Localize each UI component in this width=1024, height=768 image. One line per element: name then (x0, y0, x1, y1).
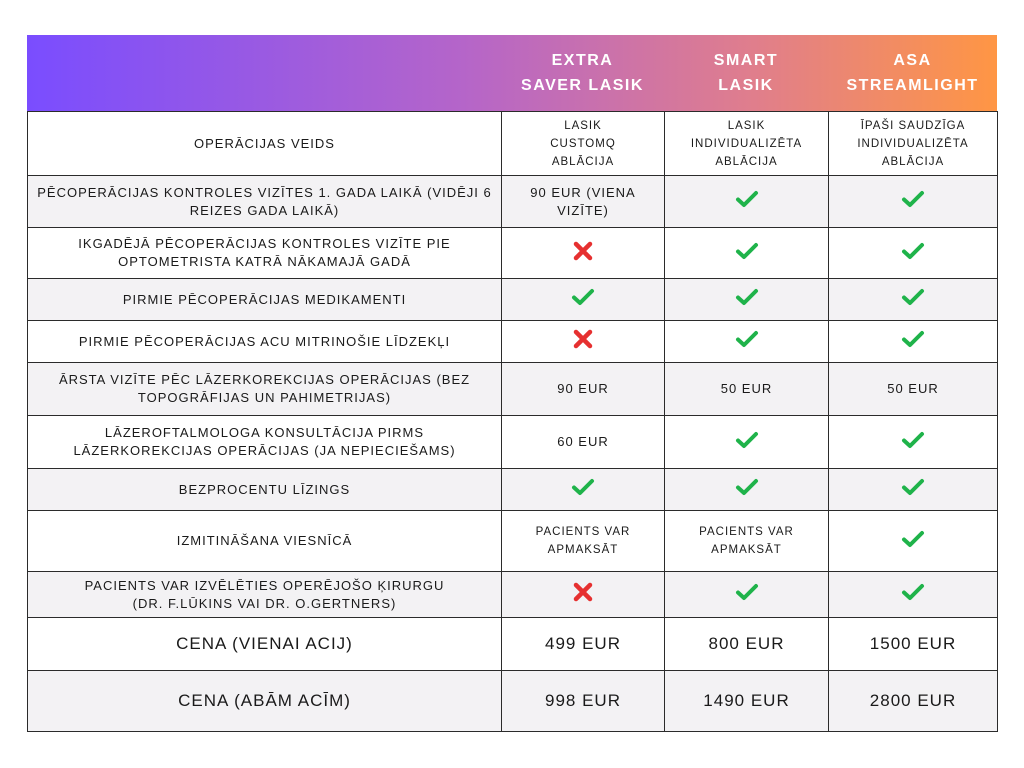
included-cell (665, 469, 829, 511)
plan-header (27, 35, 997, 111)
not-included-cell (502, 228, 665, 279)
plan-value: PACIENTS VAR APMAKSĀT (665, 511, 829, 572)
check-icon (901, 582, 925, 602)
price-label: CENA (VIENAI ACIJ) (28, 618, 502, 671)
table-row (28, 176, 998, 228)
price-value: 998 EUR (502, 671, 665, 732)
feature-label: PIRMIE PĒCOPERĀCIJAS ACU MITRINOŠIE LĪDZEKĻI (28, 321, 502, 363)
not-included-cell (502, 572, 665, 618)
check-icon (901, 189, 925, 209)
included-cell (665, 572, 829, 618)
table-row (28, 321, 998, 363)
included-cell (829, 416, 998, 469)
check-icon (735, 241, 759, 261)
table-row (28, 363, 998, 416)
price-value: 1500 EUR (829, 618, 998, 671)
feature-label: PĒCOPERĀCIJAS KONTROLES VIZĪTES 1. GADA LAIKĀ (VIDĒJI 6 REIZES GADA LAIKĀ) (28, 176, 502, 228)
check-icon (901, 477, 925, 497)
table-row (28, 279, 998, 321)
table-row (28, 511, 998, 572)
plan-value: ĪPAŠI SAUDZĪGA INDIVIDUALIZĒTA ABLĀCIJA (829, 112, 998, 176)
cross-icon (572, 581, 594, 603)
check-icon (735, 430, 759, 450)
plan-value: LASIK INDIVIDUALIZĒTA ABLĀCIJA (665, 112, 829, 176)
table-row (28, 572, 998, 618)
price-row (28, 671, 998, 732)
price-value: 2800 EUR (829, 671, 998, 732)
plan-value: 90 EUR (VIENA VIZĪTE) (502, 176, 665, 228)
price-row (28, 618, 998, 671)
check-icon (901, 287, 925, 307)
check-icon (571, 287, 595, 307)
check-icon (735, 582, 759, 602)
feature-label: OPERĀCIJAS VEIDS (28, 112, 502, 176)
check-icon (901, 329, 925, 349)
plan-extra-saver-lasik: EXTRA SAVER LASIK (521, 52, 644, 94)
price-value: 1490 EUR (665, 671, 829, 732)
cross-icon (572, 240, 594, 262)
feature-label: IZMITINĀŠANA VIESNĪCĀ (28, 511, 502, 572)
plan-value: PACIENTS VAR APMAKSĀT (502, 511, 665, 572)
not-included-cell (502, 321, 665, 363)
included-cell (829, 321, 998, 363)
feature-label: LĀZEROFTALMOLOGA KONSULTĀCIJA PIRMS LĀZERKOREKCIJAS OPERĀCIJAS (JA NEPIECIEŠAMS) (28, 416, 502, 469)
plan-value: 50 EUR (665, 363, 829, 416)
plan-smart-lasik: SMART LASIK (713, 52, 779, 94)
comparison-table (27, 111, 998, 732)
included-cell (502, 279, 665, 321)
plan-value: 60 EUR (502, 416, 665, 469)
included-cell (829, 511, 998, 572)
check-icon (901, 430, 925, 450)
price-value: 800 EUR (665, 618, 829, 671)
table-row (28, 228, 998, 279)
header-blank (27, 35, 501, 111)
table-row (28, 469, 998, 511)
included-cell (665, 279, 829, 321)
check-icon (735, 189, 759, 209)
feature-label: IKGADĒJĀ PĒCOPERĀCIJAS KONTROLES VIZĪTE PIE OPTOMETRISTA KATRĀ NĀKAMAJĀ GADĀ (28, 228, 502, 279)
included-cell (665, 176, 829, 228)
table-row (28, 416, 998, 469)
price-label: CENA (ABĀM ACĪM) (28, 671, 502, 732)
included-cell (829, 469, 998, 511)
check-icon (901, 241, 925, 261)
check-icon (735, 287, 759, 307)
included-cell (829, 572, 998, 618)
plan-value: 90 EUR (502, 363, 665, 416)
check-icon (571, 477, 595, 497)
included-cell (665, 228, 829, 279)
table-row (28, 112, 998, 176)
feature-label: PIRMIE PĒCOPERĀCIJAS MEDIKAMENTI (28, 279, 502, 321)
plan-asa-streamlight: ASA STREAMLIGHT (846, 52, 979, 94)
plan-value: LASIK CUSTOMQ ABLĀCIJA (502, 112, 665, 176)
feature-label: PACIENTS VAR IZVĒLĒTIES OPERĒJOŠO ĶIRURGU (DR. F.LŪKINS VAI DR. O.GERTNERS) (28, 572, 502, 618)
price-value: 499 EUR (502, 618, 665, 671)
feature-label: BEZPROCENTU LĪZINGS (28, 469, 502, 511)
check-icon (901, 529, 925, 549)
included-cell (665, 416, 829, 469)
included-cell (665, 321, 829, 363)
plan-value: 50 EUR (829, 363, 998, 416)
pricing-comparison (27, 35, 997, 732)
check-icon (735, 329, 759, 349)
feature-label: ĀRSTA VIZĪTE PĒC LĀZERKOREKCIJAS OPERĀCIJAS (BEZ TOPOGRĀFIJAS UN PAHIMETRIJAS) (28, 363, 502, 416)
included-cell (829, 279, 998, 321)
included-cell (829, 176, 998, 228)
check-icon (735, 477, 759, 497)
cross-icon (572, 328, 594, 350)
included-cell (502, 469, 665, 511)
included-cell (829, 228, 998, 279)
